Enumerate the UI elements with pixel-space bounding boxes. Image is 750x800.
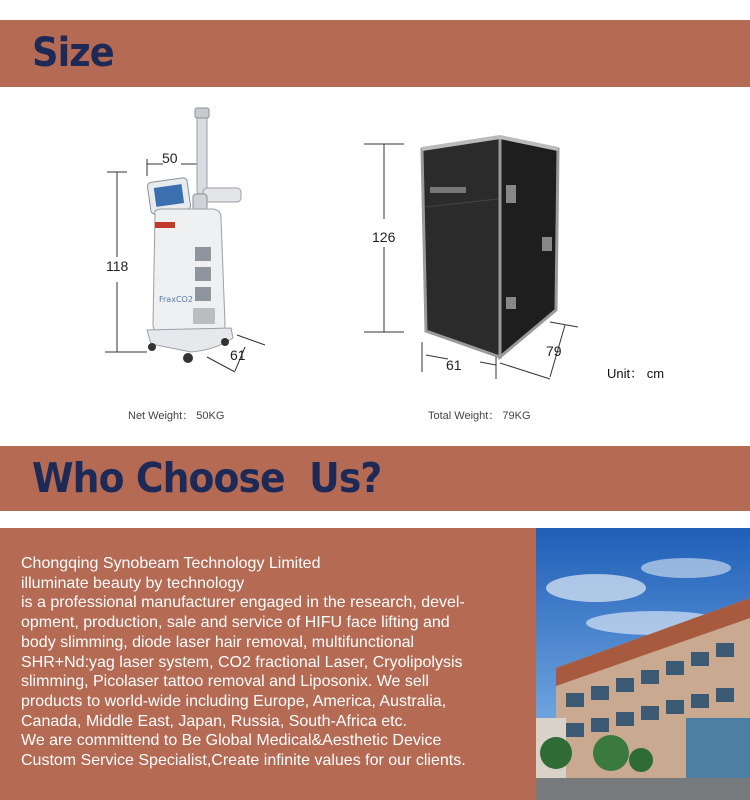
size-heading: Size bbox=[32, 30, 114, 76]
machine-brand-label: FraxCO2 bbox=[159, 295, 193, 304]
case-total-weight: Total Weight： 79KG bbox=[428, 410, 531, 422]
machine-illustration bbox=[95, 102, 285, 387]
case-height-dimension: 126 bbox=[372, 229, 396, 245]
machine-depth-dimension: 61 bbox=[230, 347, 246, 363]
about-line: slimming, Picolaser tattoo removal and Liposonix. We sell bbox=[21, 673, 429, 691]
machine-top-dimension: 50 bbox=[162, 150, 178, 166]
about-line: opment, production, sale and service of HIFU face lifting and bbox=[21, 614, 450, 632]
size-diagrams bbox=[0, 87, 750, 446]
about-line: illuminate beauty by technology bbox=[21, 574, 245, 592]
about-line: SHR+Nd:yag laser system, CO2 fractional Laser, Cryolipolysis bbox=[21, 653, 463, 671]
case-width-dimension: 61 bbox=[446, 357, 462, 373]
about-section bbox=[0, 528, 750, 800]
who-choose-us-heading: Who Choose Us? bbox=[32, 454, 382, 502]
size-banner bbox=[0, 20, 750, 87]
unit-label: Unit： cm bbox=[607, 366, 665, 381]
about-line: body slimming, diode laser hair removal, multifunctional bbox=[21, 633, 415, 651]
about-line: Custom Service Specialist,Create infinite values for our clients. bbox=[21, 752, 466, 770]
who-choose-us-banner bbox=[0, 446, 750, 511]
about-line: Canada, Middle East, Japan, Russia, South-Africa etc. bbox=[21, 712, 407, 730]
about-line: is a professional manufacturer engaged in the research, devel- bbox=[21, 594, 465, 612]
company-building-photo bbox=[536, 528, 750, 800]
about-line: products to world-wide including Europe, America, Australia, bbox=[21, 692, 447, 710]
machine-net-weight: Net Weight： 50KG bbox=[128, 410, 225, 422]
case-depth-dimension: 79 bbox=[546, 343, 562, 359]
about-text-panel bbox=[0, 528, 540, 800]
about-line: Chongqing Synobeam Technology Limited bbox=[21, 555, 321, 572]
machine-height-dimension: 118 bbox=[106, 258, 129, 274]
about-text bbox=[21, 554, 526, 771]
about-line: We are committend to Be Global Medical&Aesthetic Device bbox=[21, 732, 442, 750]
